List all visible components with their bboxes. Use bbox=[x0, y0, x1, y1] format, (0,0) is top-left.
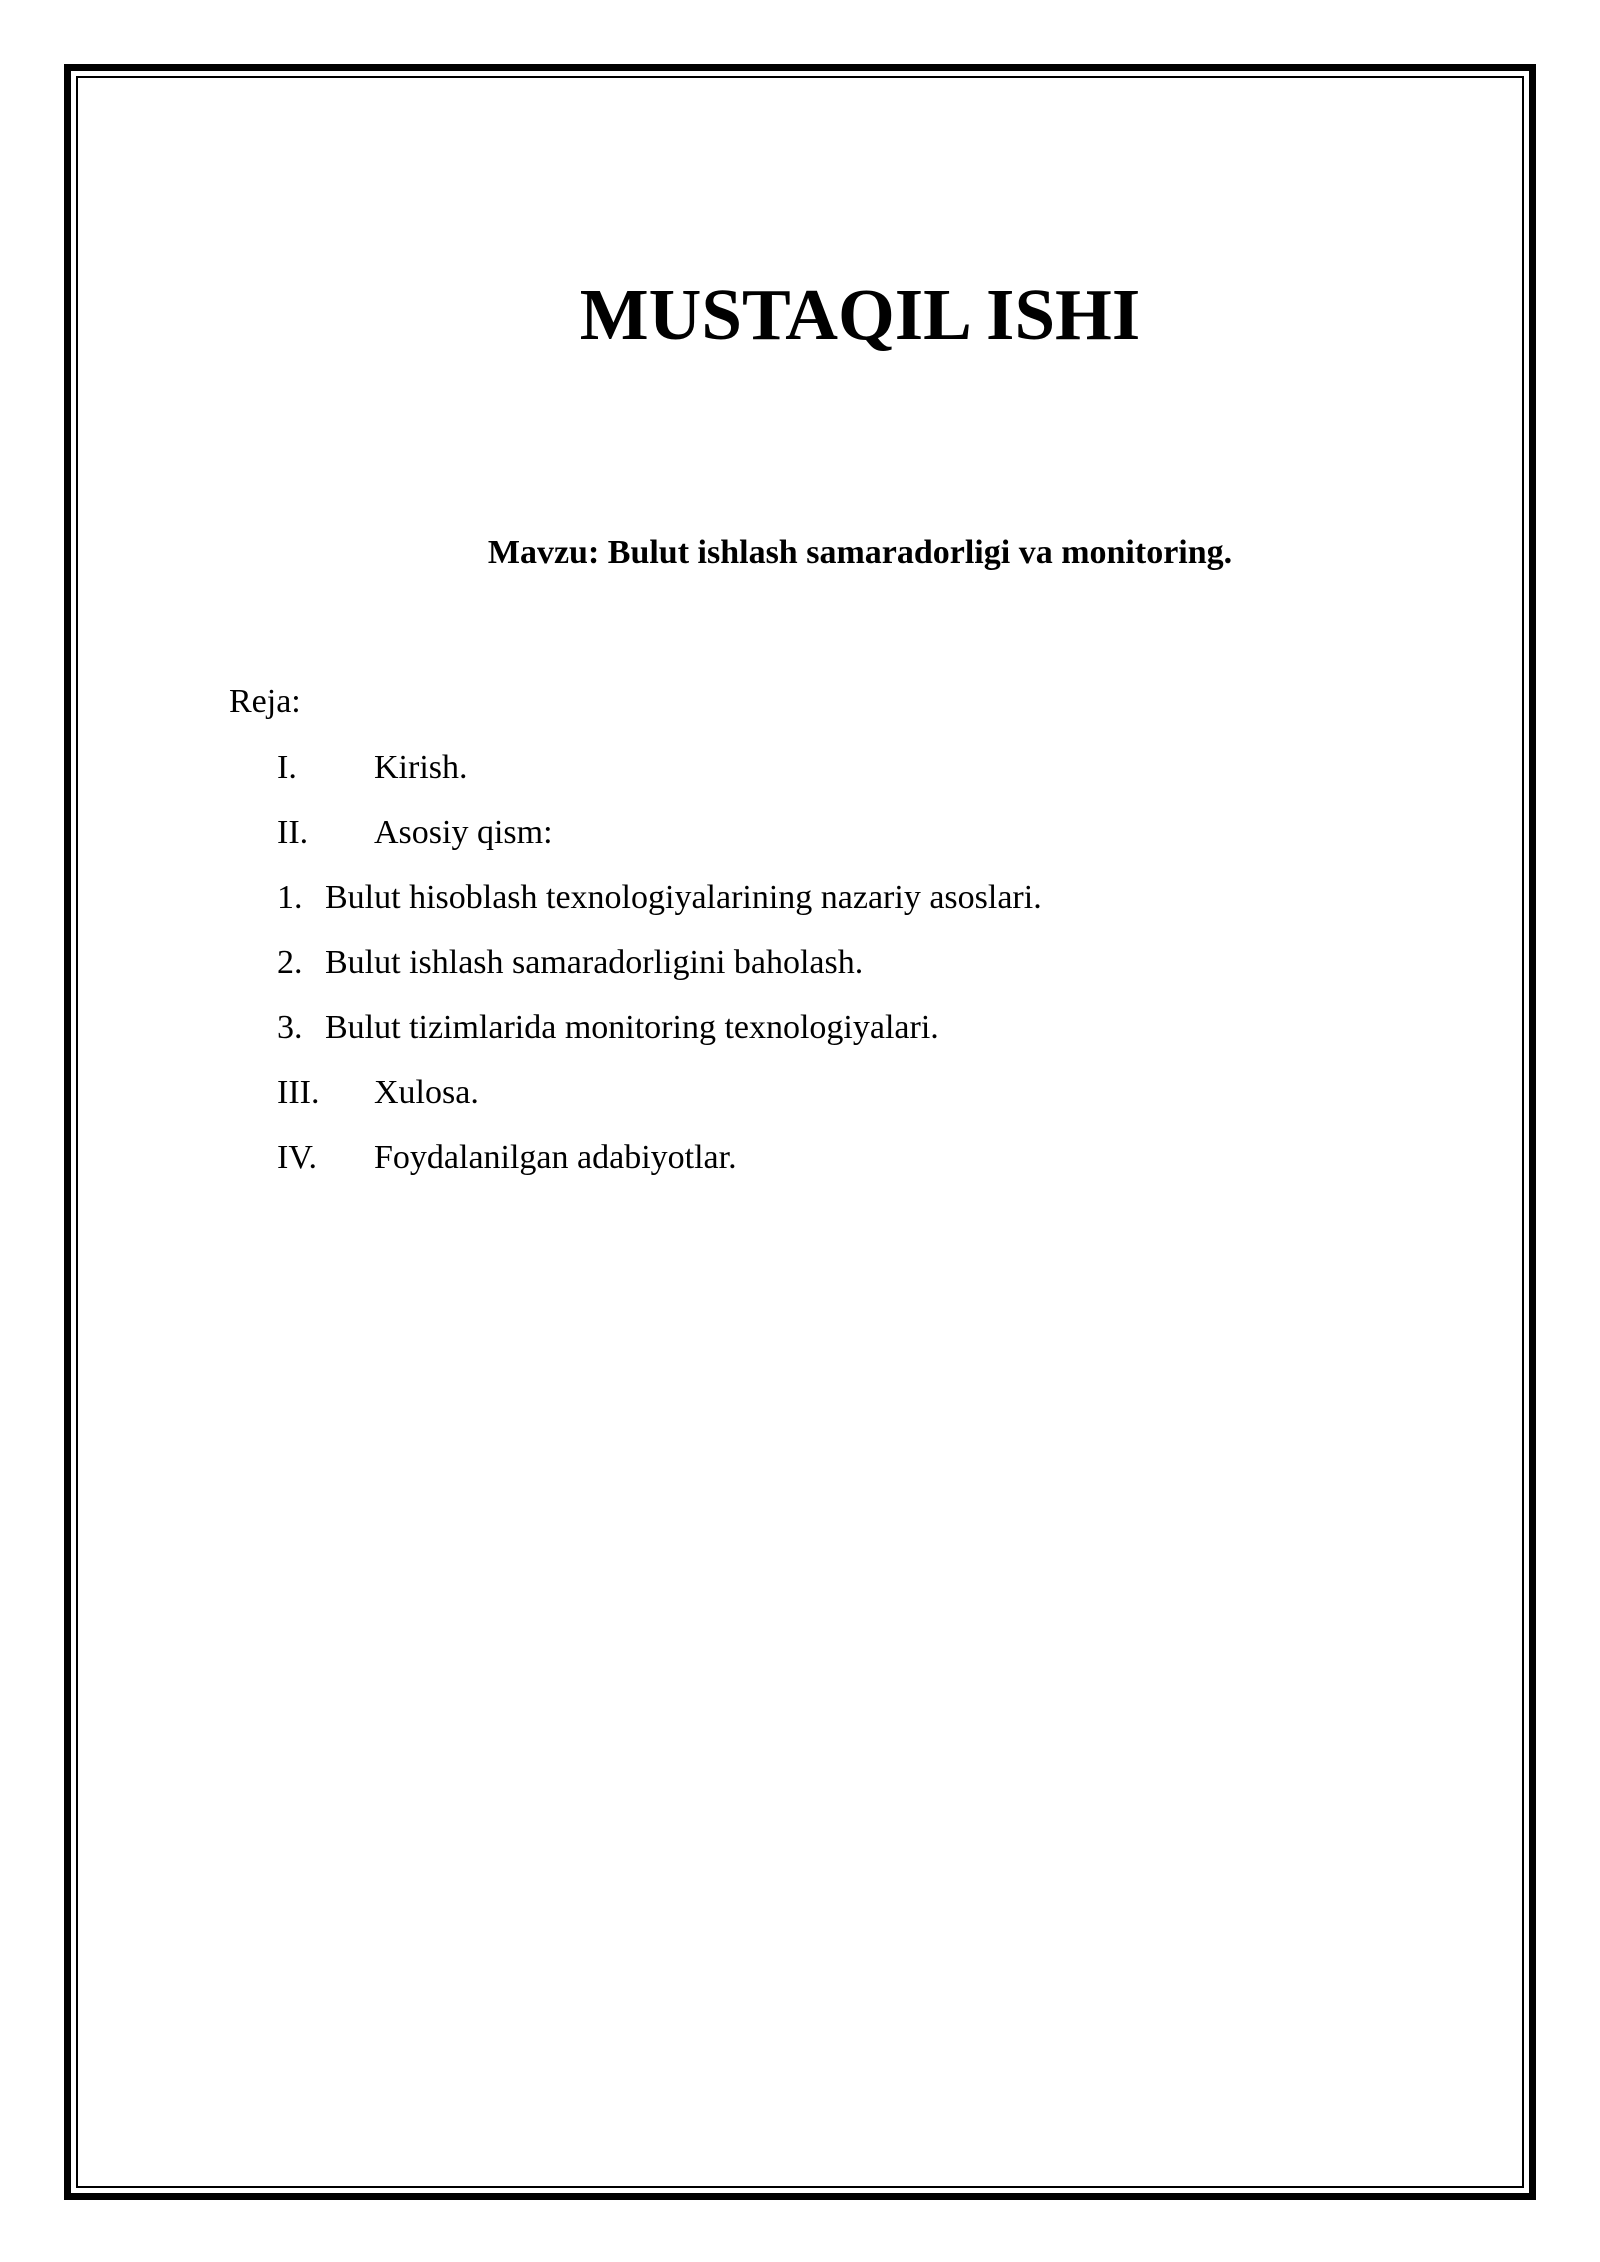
plan-item-marker: II. bbox=[277, 814, 309, 851]
plan-item-marker: I. bbox=[277, 749, 297, 786]
page-border-inner bbox=[76, 76, 1524, 2188]
document-subject: Mavzu: Bulut ishlash samaradorligi va monitoring. bbox=[487, 534, 1233, 571]
plan-subitem-marker: 2. bbox=[277, 944, 303, 981]
plan-item-text: Foydalanilgan adabiyotlar. bbox=[374, 1139, 737, 1176]
plan-subitem-marker: 1. bbox=[277, 879, 303, 916]
plan-label: Reja: bbox=[229, 683, 301, 720]
plan-subitem-text: Bulut tizimlarida monitoring texnologiyalari. bbox=[325, 1009, 939, 1046]
plan-subitem-text: Bulut ishlash samaradorligini baholash. bbox=[325, 944, 864, 981]
document-title: MUSTAQIL ISHI bbox=[579, 274, 1141, 355]
plan-item-marker: IV. bbox=[277, 1139, 317, 1176]
plan-subitem-text: Bulut hisoblash texnologiyalarining nazariy asoslari. bbox=[325, 879, 1042, 916]
plan-item-text: Asosiy qism: bbox=[374, 814, 553, 851]
plan-item-text: Xulosa. bbox=[374, 1074, 479, 1111]
plan-item-text: Kirish. bbox=[374, 749, 468, 786]
plan-item-marker: III. bbox=[277, 1074, 320, 1111]
plan-subitem-marker: 3. bbox=[277, 1009, 303, 1046]
